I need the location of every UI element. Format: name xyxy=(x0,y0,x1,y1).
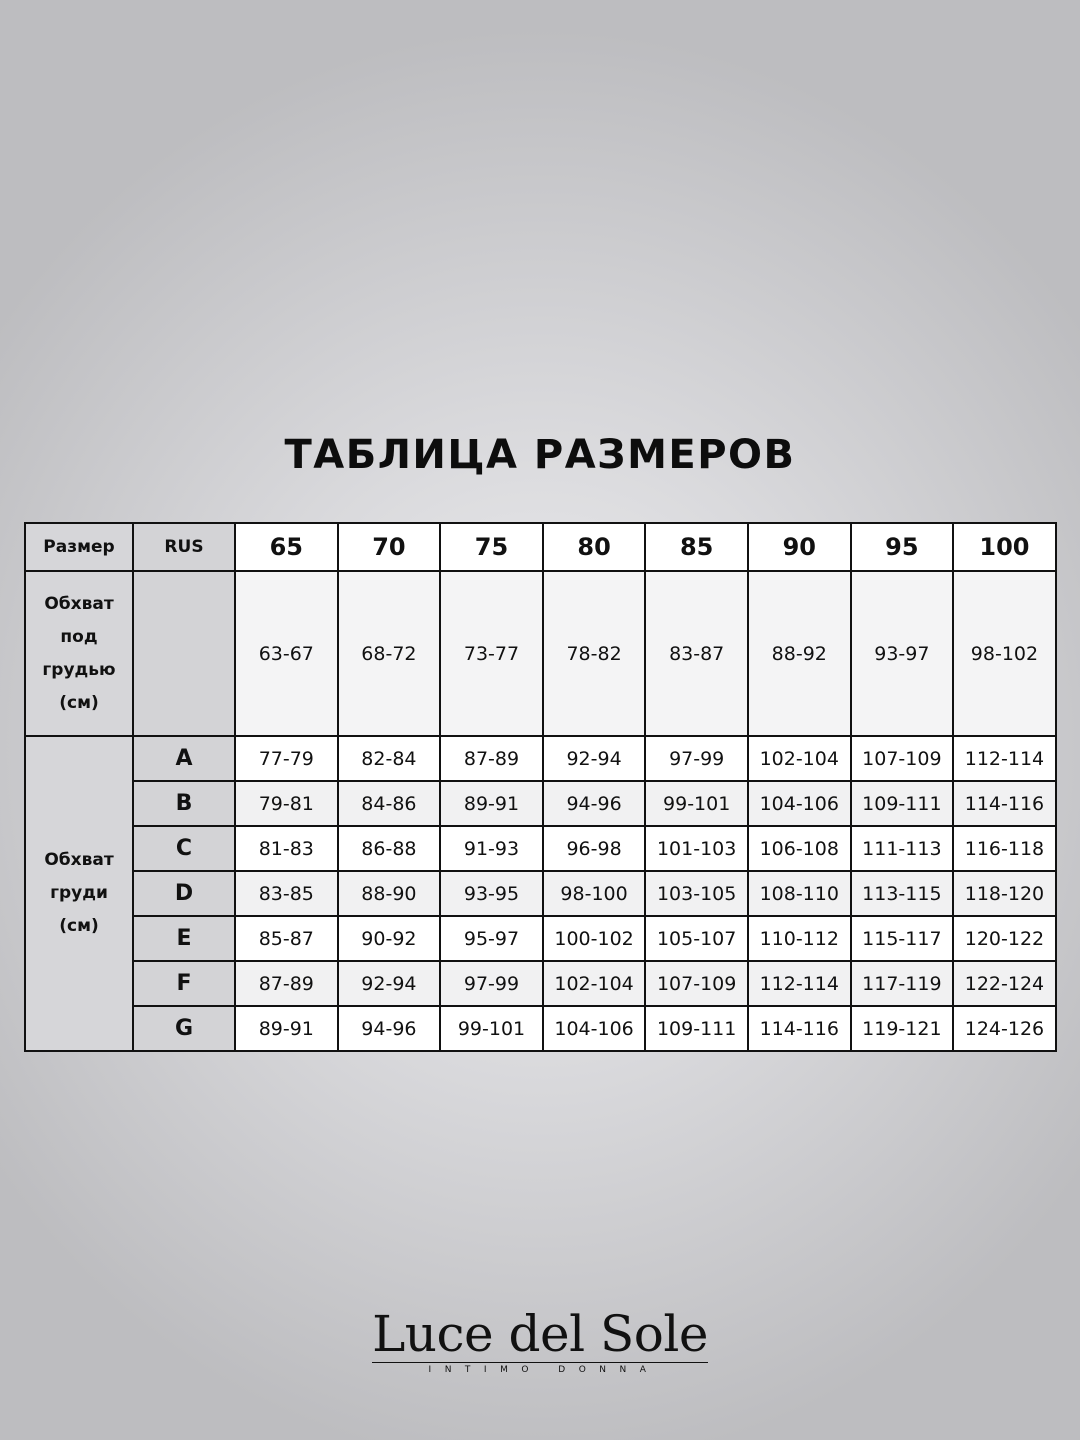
bust-value: 119-121 xyxy=(851,1006,954,1051)
bust-value: 86-88 xyxy=(338,826,441,871)
label-line: (см) xyxy=(59,916,99,936)
bust-value: 112-114 xyxy=(953,736,1056,781)
bust-value: 122-124 xyxy=(953,961,1056,1006)
cup-size-label: E xyxy=(133,916,235,961)
cup-size-label: G xyxy=(133,1006,235,1051)
band-size-header: 100 xyxy=(953,523,1056,571)
bust-value: 115-117 xyxy=(851,916,954,961)
bust-value: 83-85 xyxy=(235,871,338,916)
bust-value: 97-99 xyxy=(440,961,543,1006)
bust-value: 100-102 xyxy=(543,916,646,961)
underbust-value: 78-82 xyxy=(543,571,646,736)
bust-value: 99-101 xyxy=(645,781,748,826)
band-size-header: 85 xyxy=(645,523,748,571)
bust-value: 93-95 xyxy=(440,871,543,916)
table-row xyxy=(25,826,1056,871)
bust-value: 109-111 xyxy=(851,781,954,826)
brand-name: Luce del Sole xyxy=(372,1305,708,1363)
bust-value: 124-126 xyxy=(953,1006,1056,1051)
brand-logo xyxy=(370,1306,710,1375)
bust-value: 89-91 xyxy=(440,781,543,826)
bust-value: 104-106 xyxy=(748,781,851,826)
table-header-row xyxy=(25,523,1056,571)
cup-size-label: F xyxy=(133,961,235,1006)
bust-value: 81-83 xyxy=(235,826,338,871)
table-row xyxy=(25,736,1056,781)
bust-value: 103-105 xyxy=(645,871,748,916)
bust-value: 96-98 xyxy=(543,826,646,871)
underbust-row xyxy=(25,571,1056,736)
bust-value: 117-119 xyxy=(851,961,954,1006)
bust-value: 104-106 xyxy=(543,1006,646,1051)
bust-value: 111-113 xyxy=(851,826,954,871)
underbust-label xyxy=(25,571,133,736)
bust-value: 107-109 xyxy=(851,736,954,781)
header-system-label: RUS xyxy=(133,523,235,571)
underbust-value: 68-72 xyxy=(338,571,441,736)
underbust-empty-cell xyxy=(133,571,235,736)
header-size-label: Размер xyxy=(25,523,133,571)
bust-value: 108-110 xyxy=(748,871,851,916)
bust-value: 87-89 xyxy=(440,736,543,781)
bust-value: 102-104 xyxy=(748,736,851,781)
table-row xyxy=(25,1006,1056,1051)
bust-value: 82-84 xyxy=(338,736,441,781)
bust-value: 99-101 xyxy=(440,1006,543,1051)
bust-value: 87-89 xyxy=(235,961,338,1006)
table-row xyxy=(25,871,1056,916)
bust-value: 113-115 xyxy=(851,871,954,916)
cup-size-label: C xyxy=(133,826,235,871)
bust-value: 94-96 xyxy=(338,1006,441,1051)
bust-value: 114-116 xyxy=(953,781,1056,826)
bust-value: 79-81 xyxy=(235,781,338,826)
cup-size-label: A xyxy=(133,736,235,781)
bust-value: 110-112 xyxy=(748,916,851,961)
bust-value: 107-109 xyxy=(645,961,748,1006)
underbust-value: 73-77 xyxy=(440,571,543,736)
bust-value: 98-100 xyxy=(543,871,646,916)
bust-value: 112-114 xyxy=(748,961,851,1006)
band-size-header: 70 xyxy=(338,523,441,571)
bust-value: 106-108 xyxy=(748,826,851,871)
band-size-header: 65 xyxy=(235,523,338,571)
label-line: Обхват xyxy=(44,850,114,870)
bust-value: 116-118 xyxy=(953,826,1056,871)
label-line: груди xyxy=(50,883,108,903)
underbust-value: 63-67 xyxy=(235,571,338,736)
bust-value: 101-103 xyxy=(645,826,748,871)
cup-size-label: B xyxy=(133,781,235,826)
bust-value: 94-96 xyxy=(543,781,646,826)
underbust-value: 88-92 xyxy=(748,571,851,736)
brand-tagline: INTIMO DONNA xyxy=(428,1365,660,1375)
bust-value: 97-99 xyxy=(645,736,748,781)
cup-size-label: D xyxy=(133,871,235,916)
label-line: (см) xyxy=(59,692,99,713)
bust-value: 109-111 xyxy=(645,1006,748,1051)
band-size-header: 90 xyxy=(748,523,851,571)
bust-value: 102-104 xyxy=(543,961,646,1006)
table-row xyxy=(25,961,1056,1006)
band-size-header: 75 xyxy=(440,523,543,571)
band-size-header: 95 xyxy=(851,523,954,571)
label-line: грудью xyxy=(42,659,116,680)
page-title: ТАБЛИЦА РАЗМЕРОВ xyxy=(284,432,796,478)
bust-value: 92-94 xyxy=(543,736,646,781)
bust-value: 120-122 xyxy=(953,916,1056,961)
bust-value: 91-93 xyxy=(440,826,543,871)
bust-value: 95-97 xyxy=(440,916,543,961)
underbust-value: 93-97 xyxy=(851,571,954,736)
bust-value: 89-91 xyxy=(235,1006,338,1051)
bust-value: 85-87 xyxy=(235,916,338,961)
label-line: Обхват xyxy=(44,593,114,614)
bust-value: 90-92 xyxy=(338,916,441,961)
band-size-header: 80 xyxy=(543,523,646,571)
table-row xyxy=(25,916,1056,961)
bust-value: 105-107 xyxy=(645,916,748,961)
bust-value: 84-86 xyxy=(338,781,441,826)
bust-value: 118-120 xyxy=(953,871,1056,916)
size-table xyxy=(24,522,1057,1052)
bust-value: 114-116 xyxy=(748,1006,851,1051)
bust-label xyxy=(25,736,133,1051)
label-line: под xyxy=(60,626,98,647)
bust-value: 77-79 xyxy=(235,736,338,781)
table-row xyxy=(25,781,1056,826)
underbust-value: 98-102 xyxy=(953,571,1056,736)
underbust-value: 83-87 xyxy=(645,571,748,736)
bust-value: 88-90 xyxy=(338,871,441,916)
bust-value: 92-94 xyxy=(338,961,441,1006)
